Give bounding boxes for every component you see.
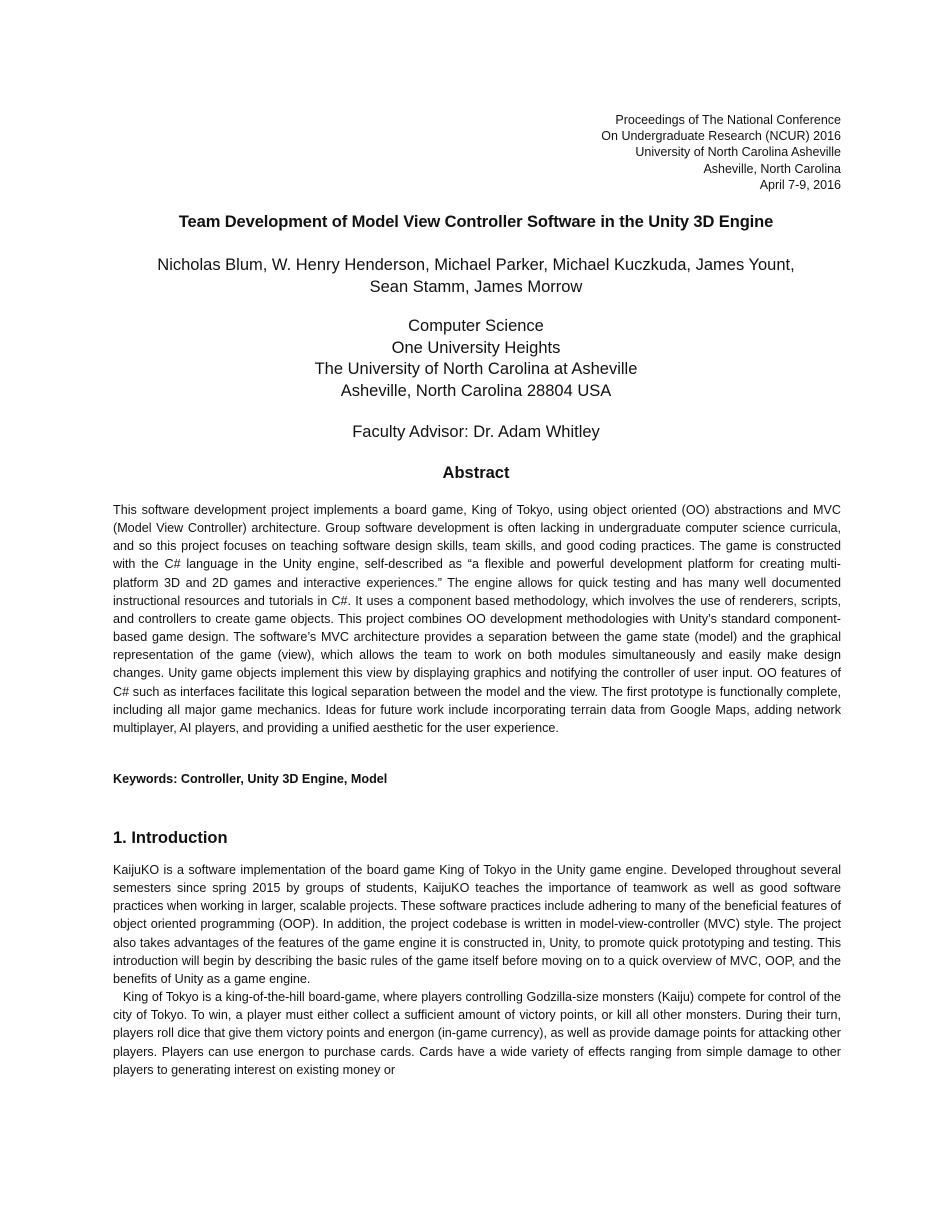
- affiliation-block: [0, 316, 952, 402]
- introduction-paragraph: King of Tokyo is a king-of-the-hill board-game, where players controlling Godzilla-size monsters (Kaiju) compete for control of the city of Tokyo. To win, a player must either collect a sufficient amount of victory points, or kill all other monsters. During their turn, players roll dice that give them victory points and energon (in-game currency), as well as provide damage points for attacking other players. Players can use energon to purchase cards. Cards have a wide variety of effects ranging from simple damage to other players to generating interest on existing money or: [113, 990, 842, 1077]
- introduction-paragraph: KaijuKO is a software implementation of the board game King of Tokyo in the Unity game engine. Developed throughout several semesters since spring 2015 by groups of students, KaijuKO teaches the importance of teamwork as well as good software practices when working in larger, scalable projects. These software practices include adhering to many of the beneficial features of object oriented programming (OOP). In addition, the project codebase is written in model-view-controller (MVC) style. The project also takes advantages of the features of the game engine it is constructed in, Unity, to promote quick prototyping and testing. This introduction will begin by describing the basic rules of the game itself before moving on to a quick overview of MVC, OOP, and the benefits of Unity as a game engine.: [113, 863, 841, 986]
- header-line: On Undergraduate Research (NCUR) 2016: [601, 129, 841, 144]
- abstract-heading: Abstract: [442, 464, 510, 482]
- affiliation-line: One University Heights: [391, 338, 561, 357]
- author-list: [100, 255, 852, 298]
- header-line: Proceedings of The National Conference: [615, 113, 841, 127]
- abstract-text: This software development project implements a board game, King of Tokyo, using object oriented (OO) abstractions and MVC (Model View Controller) architecture. Group software development is often lacking in undergraduate computer science curricula, and so this project focuses on teaching software design skills, team skills, and good coding practices. The game is constructed with the C# language in the Unity engine, self-described as “a flexible and powerful development platform for creating multi-platform 3D and 2D games and interactive experiences.” The engine allows for quick testing and has many well documented instructional resources and tutorials in C#. It uses a component based methodology, which involves the use of renderers, scripts, and controllers to create game objects. This project combines OO development methodologies with Unity’s standard component-based game design. The software’s MVC architecture provides a separation between the game state (model) and the graphical representation of the game (view), which allows the team to work on both modules simultaneously and easily make design changes. Unity game objects implement this view by displaying graphics and notifying the controller of user input. OO features of C# such as interfaces facilitate this logical separation between the model and the view. The first prototype is functionally complete, including all major game mechanics. Ideas for future work include incorporating terrain data from Google Maps, adding network multiplayer, AI players, and providing a unified aesthetic for the user experience.: [113, 503, 841, 735]
- affiliation-line: Computer Science: [408, 317, 544, 335]
- introduction-heading: 1. Introduction: [113, 829, 228, 847]
- conference-header: [481, 112, 841, 193]
- keywords: Keywords: Controller, Unity 3D Engine, Model: [113, 772, 388, 786]
- header-line: Asheville, North Carolina: [703, 161, 841, 176]
- header-line: University of North Carolina Asheville: [635, 145, 841, 160]
- introduction-body: [113, 861, 841, 1079]
- faculty-advisor: Faculty Advisor: Dr. Adam Whitley: [352, 423, 600, 441]
- affiliation-line: Asheville, North Carolina 28804 USA: [340, 381, 612, 400]
- affiliation-line: The University of North Carolina at Asheville: [314, 360, 638, 378]
- paper-title: Team Development of Model View Controller Software in the Unity 3D Engine: [178, 213, 774, 231]
- header-line: April 7-9, 2016: [759, 177, 841, 192]
- authors-line: Sean Stamm, James Morrow: [369, 277, 583, 296]
- authors-line: Nicholas Blum, W. Henry Henderson, Michael Parker, Michael Kuczkuda, James Yount,: [157, 256, 795, 274]
